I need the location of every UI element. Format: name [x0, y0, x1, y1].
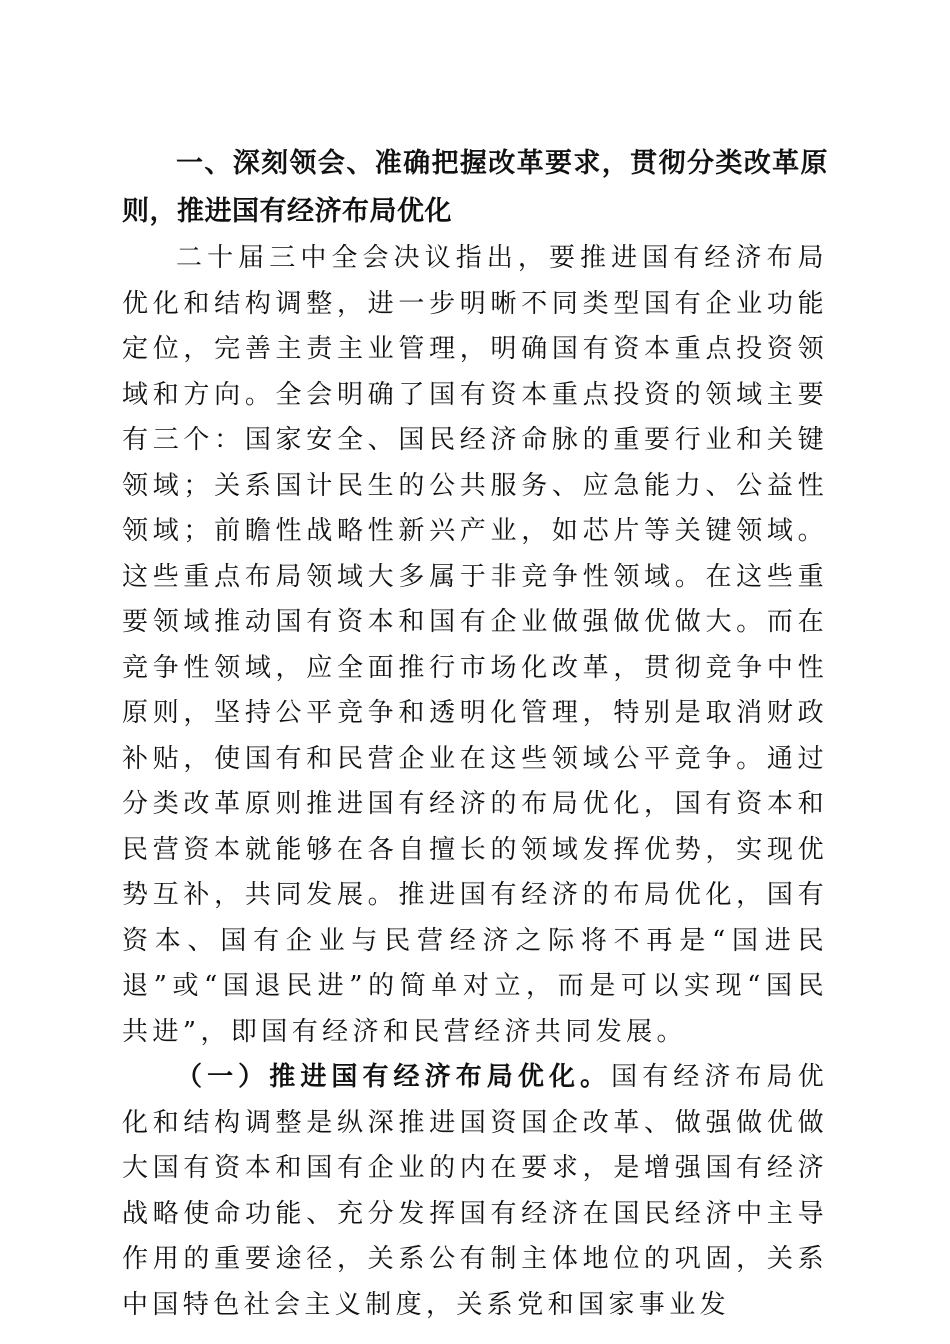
- paragraph-2-lead: （一）推进国有经济布局优化。: [176, 1062, 612, 1092]
- section-heading: 一、深刻领会、准确把握改革要求，贯彻分类改革原则，推进国有经济布局优化: [122, 148, 828, 227]
- paragraph-2-body: 国有经济布局优化和结构调整是纵深推进国资国企改革、做强做优做大国有资本和国有企业的内在要求，是增强国有经济战略使命功能、充分发挥国有经济在国民经济中主导作用的重要途径，关系公有制主体地位的巩固，关系中国特色社会主义制度，关系党和国家事业发: [122, 1062, 828, 1320]
- paragraph-1: 二十届三中全会决议指出，要推进国有经济布局优化和结构调整，进一步明晰不同类型国有企业功能定位，完善主责主业管理，明确国有资本重点投资领域和方向。全会明确了国有资本重点投资的领域主要有三个：国家安全、国民经济命脉的重要行业和关键领域；关系国计民生的公共服务、应急能力、公益性领域；前瞻性战略性新兴产业，如芯片等关键领域。这些重点布局领域大多属于非竞争性领域。在这些重要领域推动国有资本和国有企业做强做优做大。而在竞争性领域，应全面推行市场化改革，贯彻竞争中性原则，坚持公平竞争和透明化管理，特别是取消财政补贴，使国有和民营企业在这些领域公平竞争。通过分类改革原则推进国有经济的布局优化，国有资本和民营资本就能够在各自擅长的领域发挥优势，实现优势互补，共同发展。推进国有经济的布局优化，国有资本、国有企业与民营经济之际将不再是“国进民退”或“国退民进”的简单对立，而是可以实现“国民共进”，即国有经济和民营经济共同发展。: [122, 243, 828, 1047]
- document-body: [122, 140, 828, 1328]
- paragraph-2: [122, 1055, 828, 1328]
